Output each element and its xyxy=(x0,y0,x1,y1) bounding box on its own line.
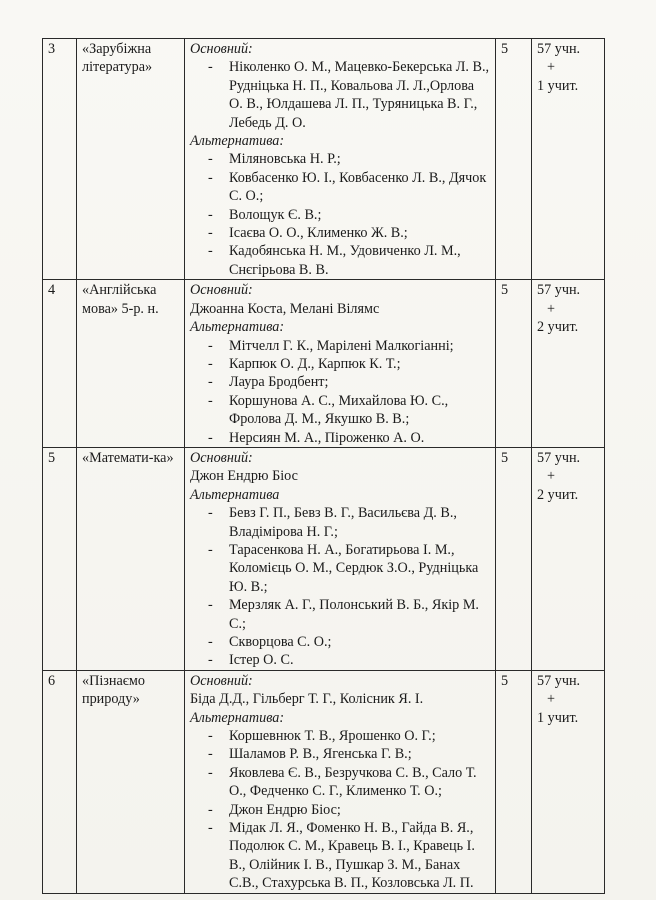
authors-cell xyxy=(185,39,496,280)
main-label: Основний: xyxy=(190,41,253,57)
list-item: - Коршевнюк Т. В., Ярошенко О. Г.; xyxy=(190,727,491,745)
alternative-label: Альтернатива: xyxy=(190,133,285,150)
main-authors: Джоанна Коста, Мелані Вілямс xyxy=(190,300,380,317)
main-label: Основний: xyxy=(190,449,253,466)
list-item: - Нерсиян М. А., Піроженко А. О. xyxy=(190,429,491,447)
list-item: - Волощук Є. В.; xyxy=(190,206,491,224)
subject-cell: «Пізнаємо природу» xyxy=(77,670,185,893)
students-count: 57 учн. xyxy=(537,672,581,689)
list-item: - Міляновська Н. Р.; xyxy=(190,150,491,168)
teachers-count: 1 учит. xyxy=(537,77,579,94)
table-row xyxy=(43,447,605,670)
list-item: - Мідак Л. Я., Фоменко Н. В., Гайда В. Я., Подолюк С. М., Кравець В. І., Кравець І. В., Олійник І. В., Пушкар З. М., Банах С.В., Стахурська В. П., Козловська Л. П. xyxy=(190,819,491,893)
alternative-list xyxy=(190,337,491,447)
teachers-count: 2 учит. xyxy=(537,319,579,336)
students-count: 57 учн. xyxy=(537,41,581,57)
count-cell xyxy=(532,39,605,280)
students-count: 57 учн. xyxy=(537,449,581,466)
authors-cell xyxy=(185,447,496,670)
count-cell xyxy=(532,447,605,670)
alternative-list xyxy=(190,504,491,670)
authors-cell xyxy=(185,670,496,893)
list-item: - Коршунова А. С., Михайлова Ю. С., Фролова Д. М., Якушко В. В.; xyxy=(190,392,491,429)
students-count: 57 учн. xyxy=(537,282,581,299)
alternative-label: Альтернатива xyxy=(190,486,280,503)
list-item: - Мерзляк А. Г., Полонський В. Б., Якір М. С.; xyxy=(190,596,491,633)
authors-cell xyxy=(185,280,496,448)
alternative-label: Альтернатива: xyxy=(190,319,285,336)
main-label: Основний: xyxy=(190,672,253,689)
row-number: 6 xyxy=(43,670,77,893)
list-item: - Бевз Г. П., Бевз В. Г., Васильєва Д. В., Владімірова Н. Г.; xyxy=(190,504,491,541)
subject-cell: «Зарубіжна література» xyxy=(77,39,185,280)
list-item: - Мітчелл Г. К., Марілені Малкогіанні; xyxy=(190,337,491,355)
list-item: - Ковбасенко Ю. І., Ковбасенко Л. В., Дячок С. О.; xyxy=(190,169,491,206)
grade-cell: 5 xyxy=(496,670,532,893)
main-list xyxy=(190,58,491,132)
list-item: - Ніколенко О. М., Мацевко-Бекерська Л. В., Рудніцька Н. П., Ковальова Л. Л.,Орлова О. В., Юлдашева Л. П., Туряницька В. Г., Лебедь Д. О. xyxy=(190,58,491,132)
list-item: - Джон Ендрю Біос; xyxy=(190,801,491,819)
subject-cell: «Англійська мова» 5-р. н. xyxy=(77,280,185,448)
grade-cell: 5 xyxy=(496,39,532,280)
subject-cell: «Математи-ка» xyxy=(77,447,185,670)
alternative-list xyxy=(190,727,491,893)
table-row xyxy=(43,670,605,893)
list-item: - Карпюк О. Д., Карпюк К. Т.; xyxy=(190,355,491,373)
list-item: - Ісаєва О. О., Клименко Ж. В.; xyxy=(190,224,491,242)
textbook-table xyxy=(42,38,605,894)
list-item: - Скворцова С. О.; xyxy=(190,633,491,651)
alternative-list xyxy=(190,150,491,279)
plus-sign: + xyxy=(547,59,556,76)
grade-cell: 5 xyxy=(496,447,532,670)
list-item: - Шаламов Р. В., Ягенська Г. В.; xyxy=(190,745,491,763)
row-number: 4 xyxy=(43,280,77,448)
plus-sign: + xyxy=(547,691,556,708)
table-row xyxy=(43,39,605,280)
main-authors: Джон Ендрю Біос xyxy=(190,468,298,485)
list-item: - Істер О. С. xyxy=(190,651,491,669)
count-cell xyxy=(532,280,605,448)
main-label: Основний: xyxy=(190,282,253,299)
grade-cell: 5 xyxy=(496,280,532,448)
teachers-count: 1 учит. xyxy=(537,709,579,726)
alternative-label: Альтернатива: xyxy=(190,709,285,726)
list-item: - Яковлева Є. В., Безручкова С. В., Сало Т. О., Федченко С. Г., Клименко Т. О.; xyxy=(190,764,491,801)
main-authors: Біда Д.Д., Гільберг Т. Г., Колісник Я. І. xyxy=(190,691,424,708)
plus-sign: + xyxy=(547,468,556,485)
row-number: 5 xyxy=(43,447,77,670)
plus-sign: + xyxy=(547,300,556,317)
list-item: - Кадобянська Н. М., Удовиченко Л. М., Снєгірьова В. В. xyxy=(190,242,491,279)
row-number: 3 xyxy=(43,39,77,280)
table-row xyxy=(43,280,605,448)
list-item: - Лаура Бродбент; xyxy=(190,373,491,391)
count-cell xyxy=(532,670,605,893)
teachers-count: 2 учит. xyxy=(537,486,579,503)
list-item: - Тарасенкова Н. А., Богатирьова І. М., Коломієць О. М., Сердюк З.О., Рудніцька Ю. В.; xyxy=(190,541,491,596)
